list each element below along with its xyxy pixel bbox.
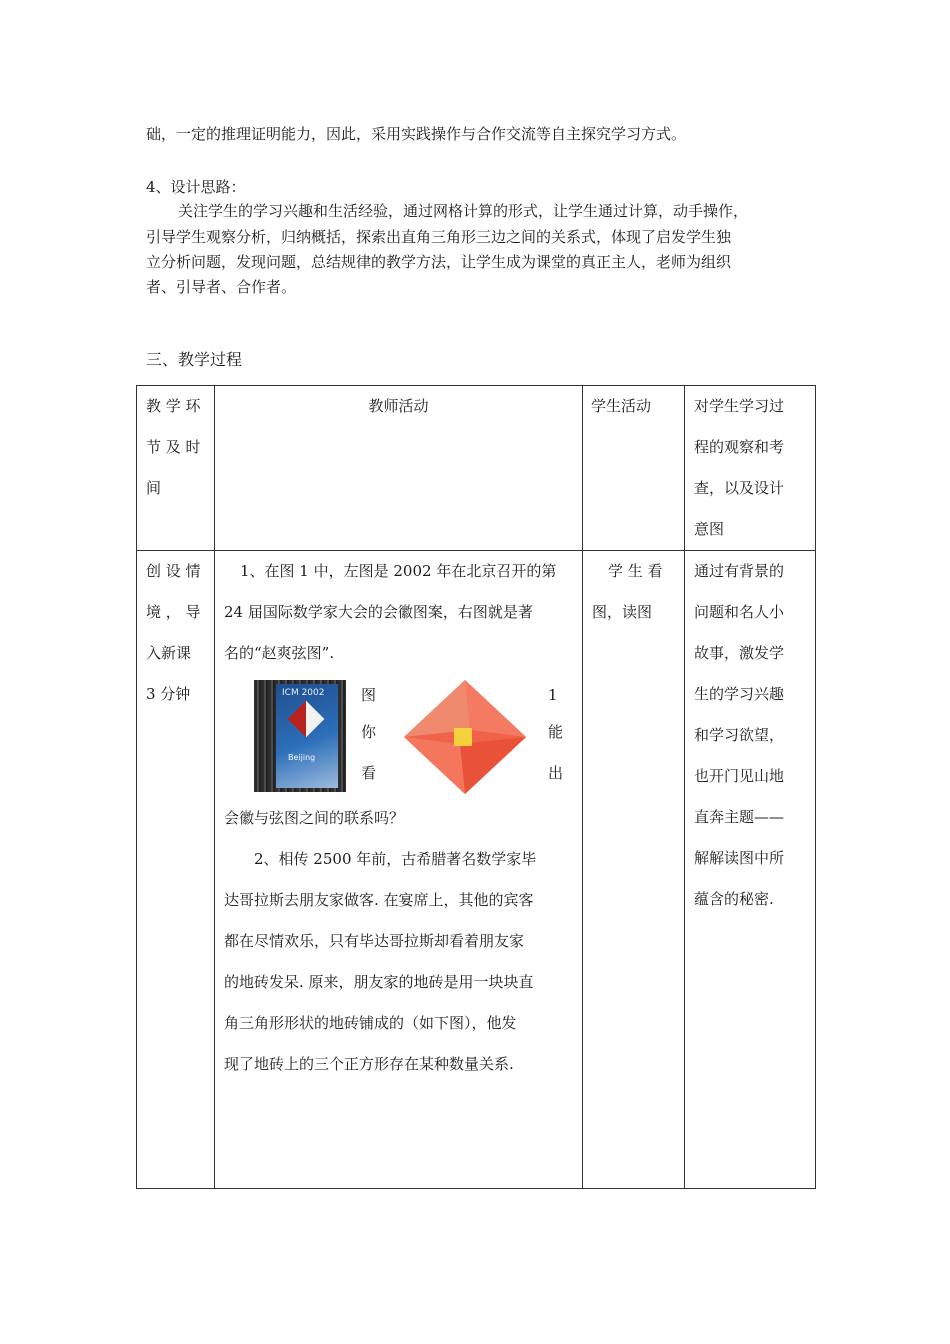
purpose-line: 也开门见山地 xyxy=(694,767,785,785)
teacher-p1-line: 24 届国际数学家大会的会徽图案，右图就是著 xyxy=(224,603,533,621)
table-header-row xyxy=(137,386,816,551)
teacher-p2-line: 的地砖发呆. 原来，朋友家的地砖是用一块块直 xyxy=(224,973,534,991)
teaching-process-table xyxy=(136,385,816,1189)
header-stage-line: 间 xyxy=(146,479,162,497)
teacher-p2-line: 现了地砖上的三个正方形存在某种数量关系. xyxy=(224,1055,514,1073)
purpose-cell xyxy=(685,551,816,1189)
figure-text-char: 1 xyxy=(548,686,558,704)
figure-text-char: 出 xyxy=(548,764,564,782)
emblem-subtitle: Beijing xyxy=(288,753,316,762)
header-student-activity xyxy=(583,386,685,551)
section-title: 三、教学过程 xyxy=(146,350,243,369)
header-observation-line: 查，以及设计 xyxy=(694,479,785,497)
stage-line: 3 分钟 xyxy=(146,685,191,703)
icm-2002-emblem-image xyxy=(254,680,346,792)
student-line: 学 生 看 xyxy=(608,562,663,580)
teacher-p1-line: 1、在图 1 中，左图是 2002 年在北京召开的第 xyxy=(240,562,557,580)
header-teacher-activity xyxy=(215,386,583,551)
header-stage-time xyxy=(137,386,215,551)
teacher-p2-line: 达哥拉斯去朋友家做客. 在宴席上，其他的宾客 xyxy=(224,891,534,909)
purpose-line: 和学习欲望， xyxy=(694,726,785,744)
header-observation xyxy=(685,386,816,551)
design-line-1: 关注学生的学习兴趣和生活经验，通过网格计算的形式，让学生通过计算，动手操作， xyxy=(178,202,749,220)
figure-text-char: 图 xyxy=(361,686,377,704)
emblem-poster xyxy=(276,684,338,788)
figure-text-char: 能 xyxy=(548,723,564,741)
header-stage-line: 教 学 环 xyxy=(146,397,201,415)
student-activity-cell xyxy=(583,551,685,1189)
purpose-line: 解解读图中所 xyxy=(694,849,785,867)
header-observation-line: 对学生学习过 xyxy=(694,397,785,415)
stage-line: 创 设 情 xyxy=(146,562,201,580)
header-student-label: 学生活动 xyxy=(591,397,652,415)
stage-line: 境 ， 导 xyxy=(146,603,201,621)
purpose-line: 通过有背景的 xyxy=(694,562,785,580)
purpose-line: 直奔主题—— xyxy=(694,808,785,826)
header-observation-line: 程的观察和考 xyxy=(694,438,785,456)
figure-1 xyxy=(224,678,574,798)
design-line-2: 引导学生观察分析，归纳概括，探索出直角三角形三边之间的关系式，体现了启发学生独 xyxy=(146,228,732,246)
teacher-activity-cell xyxy=(215,551,583,1189)
student-line: 图，读图 xyxy=(592,603,653,621)
intro-line: 础，一定的推理证明能力，因此，采用实践操作与合作交流等自主探究学习方式。 xyxy=(146,125,687,143)
figure-text-char: 你 xyxy=(361,723,377,741)
purpose-line: 问题和名人小 xyxy=(694,603,785,621)
zhao-shuang-xian-diagram xyxy=(402,678,528,796)
design-line-4: 者、引导者、合作者。 xyxy=(146,278,297,296)
emblem-title: ICM 2002 xyxy=(282,688,325,698)
header-stage-line: 节 及 时 xyxy=(146,438,201,456)
stage-line: 入新课 xyxy=(146,644,192,662)
stage-cell xyxy=(137,551,215,1189)
teacher-p1-end: 会徽与弦图之间的联系吗？ xyxy=(224,809,405,827)
header-observation-line: 意图 xyxy=(694,520,725,538)
design-heading: 4、设计思路： xyxy=(146,178,246,196)
design-line-3: 立分析问题，发现问题，总结规律的教学方法，让学生成为课堂的真正主人，老师为组织 xyxy=(146,253,732,271)
teacher-p2-line: 都在尽情欢乐，只有毕达哥拉斯却看着朋友家 xyxy=(224,932,525,950)
teacher-p1-line: 名的“赵爽弦图”. xyxy=(224,644,335,662)
purpose-line: 蕴含的秘密. xyxy=(694,890,774,908)
purpose-line: 生的学习兴趣 xyxy=(694,685,785,703)
purpose-line: 故事，激发学 xyxy=(694,644,785,662)
header-teacher-label: 教师活动 xyxy=(368,397,429,415)
teacher-p2-line: 2、相传 2500 年前，古希腊著名数学家毕 xyxy=(254,850,537,868)
table-row xyxy=(137,551,816,1189)
emblem-diamond-icon xyxy=(288,701,325,738)
figure-text-char: 看 xyxy=(361,764,377,782)
teacher-p2-line: 角三角形形状的地砖铺成的（如下图），他发 xyxy=(224,1014,517,1032)
